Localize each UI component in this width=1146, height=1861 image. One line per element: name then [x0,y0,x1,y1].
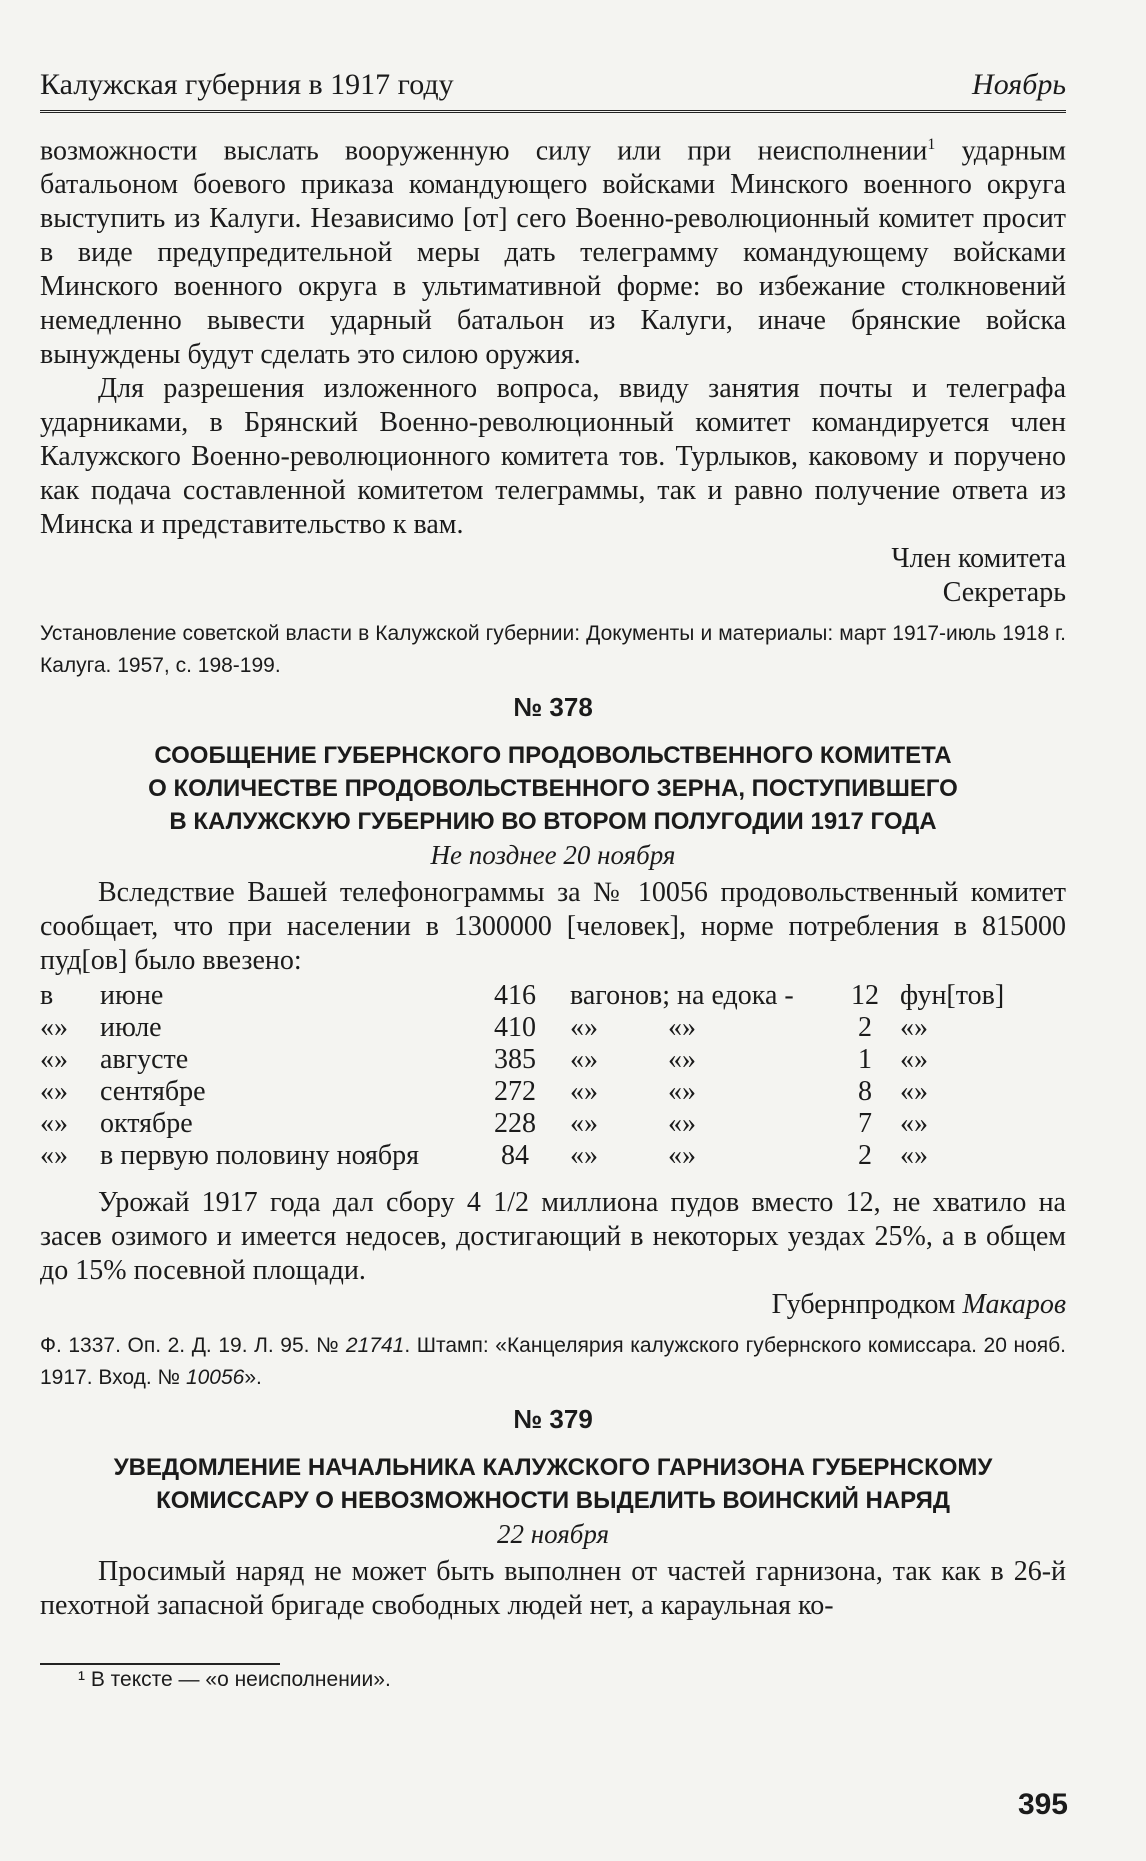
doc377-signature-member: Член комитета [891,543,1066,575]
doc378-intro: Вследствие Вашей телефонограммы за № 10056 продовольственный комитет сообщает, что при населении в 1300000 [человек], норме потребления в 815000 пуд[ов] было ввезено: [40,877,1066,977]
grain-supply-table [40,980,1004,1172]
doc378-source: Ф. 1337. Оп. 2. Д. 19. Л. 95. № 21741. Штамп: «Канцелярия калужского губернского комиссара. 20 нояб. 1917. Вход. № 10056». [40,1334,1066,1390]
row-wagons: 228 [494,1108,536,1140]
doc378-date: Не позднее 20 ноября [430,840,676,871]
row-qty: 7 [858,1108,872,1140]
page-number: 395 [1017,1788,1068,1821]
row-wagons: 416 [494,980,536,1012]
doc377-source: Установление советской власти в Калужской губернии: Документы и материалы: март 1917-июль 1918 г. Калуга. 1957, с. 198-199. [40,622,1066,678]
row-qty: 12 [851,980,879,1012]
header-title: Калужская губерния в 1917 году [40,68,454,101]
row-qty: 2 [858,1140,872,1172]
doc378-title: СООБЩЕНИЕ ГУБЕРНСКОГО ПРОДОВОЛЬСТВЕННОГО КОМИТЕТА О КОЛИЧЕСТВЕ ПРОДОВОЛЬСТВЕННОГО ЗЕРНА, ПОСТУПИВШЕГО В КАЛУЖСКУЮ ГУБЕРНИЮ ВО ВТОРОМ ПОЛУГОДИИ 1917 ГОДА [148,742,958,836]
header-month: Ноябрь [972,68,1066,101]
supply-row [40,1108,1004,1140]
row-funt: «» [900,1076,928,1108]
row-unit: «» «» [570,1012,696,1044]
row-unit: вагонов; на едока - [570,980,794,1012]
row-prep: «» [40,1012,68,1044]
row-month: октябре [100,1108,193,1140]
row-month: сентябре [100,1076,206,1108]
supply-row [40,1044,1004,1076]
row-qty: 2 [858,1012,872,1044]
row-funt: фун[тов] [900,980,1005,1012]
doc379-number: № 379 [513,1404,593,1435]
supply-row [40,1140,1004,1172]
row-unit: «» «» [570,1044,696,1076]
row-month: июле [100,1012,162,1044]
doc377-paragraph-2: Для разрешения изложенного вопроса, ввиду занятия почты и телеграфа ударниками, в Брянский Военно-революционный комитет командируется член Калужского Военно-революционного комитета тов. Турлыков, каковому и поручено как подача составленной комитетом телеграммы, так и равно получение ответа из Минска и представительство к вам. [40,373,1066,541]
row-funt: «» [900,1108,928,1140]
row-funt: «» [900,1012,928,1044]
row-qty: 8 [858,1076,872,1108]
row-wagons: 84 [501,1140,529,1172]
supply-row [40,980,1004,1012]
row-prep: «» [40,1076,68,1108]
doc377-signature-secretary: Секретарь [942,577,1066,609]
supply-row [40,1076,1004,1108]
row-month: июне [100,980,164,1012]
row-qty: 1 [858,1044,872,1076]
row-prep: «» [40,1108,68,1140]
doc379-title: УВЕДОМЛЕНИЕ НАЧАЛЬНИКА КАЛУЖСКОГО ГАРНИЗОНА ГУБЕРНСКОМУ КОМИССАРУ О НЕВОЗМОЖНОСТИ ВЫДЕЛИТЬ ВОИНСКИЙ НАРЯД [113,1454,993,1515]
row-unit: «» «» [570,1140,696,1172]
row-prep: «» [40,1044,68,1076]
row-wagons: 272 [494,1076,536,1108]
footnote: ¹ В тексте — «о неисполнении». [78,1668,391,1692]
doc379-text: Просимый наряд не может быть выполнен от частей гарнизона, так как в 26-й пехотной запасной бригаде свободных людей нет, а караульная ко- [40,1556,1066,1622]
row-prep: в [40,980,54,1012]
row-prep: «» [40,1140,68,1172]
row-funt: «» [900,1044,928,1076]
supply-row [40,1012,1004,1044]
row-wagons: 410 [494,1012,536,1044]
row-month: августе [100,1044,189,1076]
doc378-number: № 378 [513,692,593,723]
page-content [40,128,1066,1695]
doc377-paragraph-1: возможности выслать вооруженную силу или при неисполнении$^1$ ударным батальоном боевого приказа командующего войсками Минского военного округа выступить из Калуги. Независимо [от] сего Военно-революционный комитет просит в виде предупредительной меры дать телеграмму командующему войсками Минского военного округа в ультимативной форме: во избежание столкновений немедленно вывести ударный батальон из Калуги, иначе брянские войска вынуждены будут сделать это силою оружия. [40,135,1066,371]
row-unit: «» «» [570,1108,696,1140]
row-funt: «» [900,1140,928,1172]
doc378-harvest: Урожай 1917 года дал сбору 4 1/2 миллиона пудов вместо 12, не хватило на засев озимого и имеется недосев, достигающий в некоторых уездах 25%, а в общем до 15% посевной площади. [40,1187,1066,1287]
footnote-marker: 1 [927,136,936,153]
row-month: в первую половину ноября [100,1140,420,1172]
doc379-date: 22 ноября [496,1519,610,1550]
running-header [40,60,1066,113]
row-wagons: 385 [494,1044,536,1076]
doc378-signature: Губернпродком Макаров [771,1289,1066,1321]
row-unit: «» «» [570,1076,696,1108]
